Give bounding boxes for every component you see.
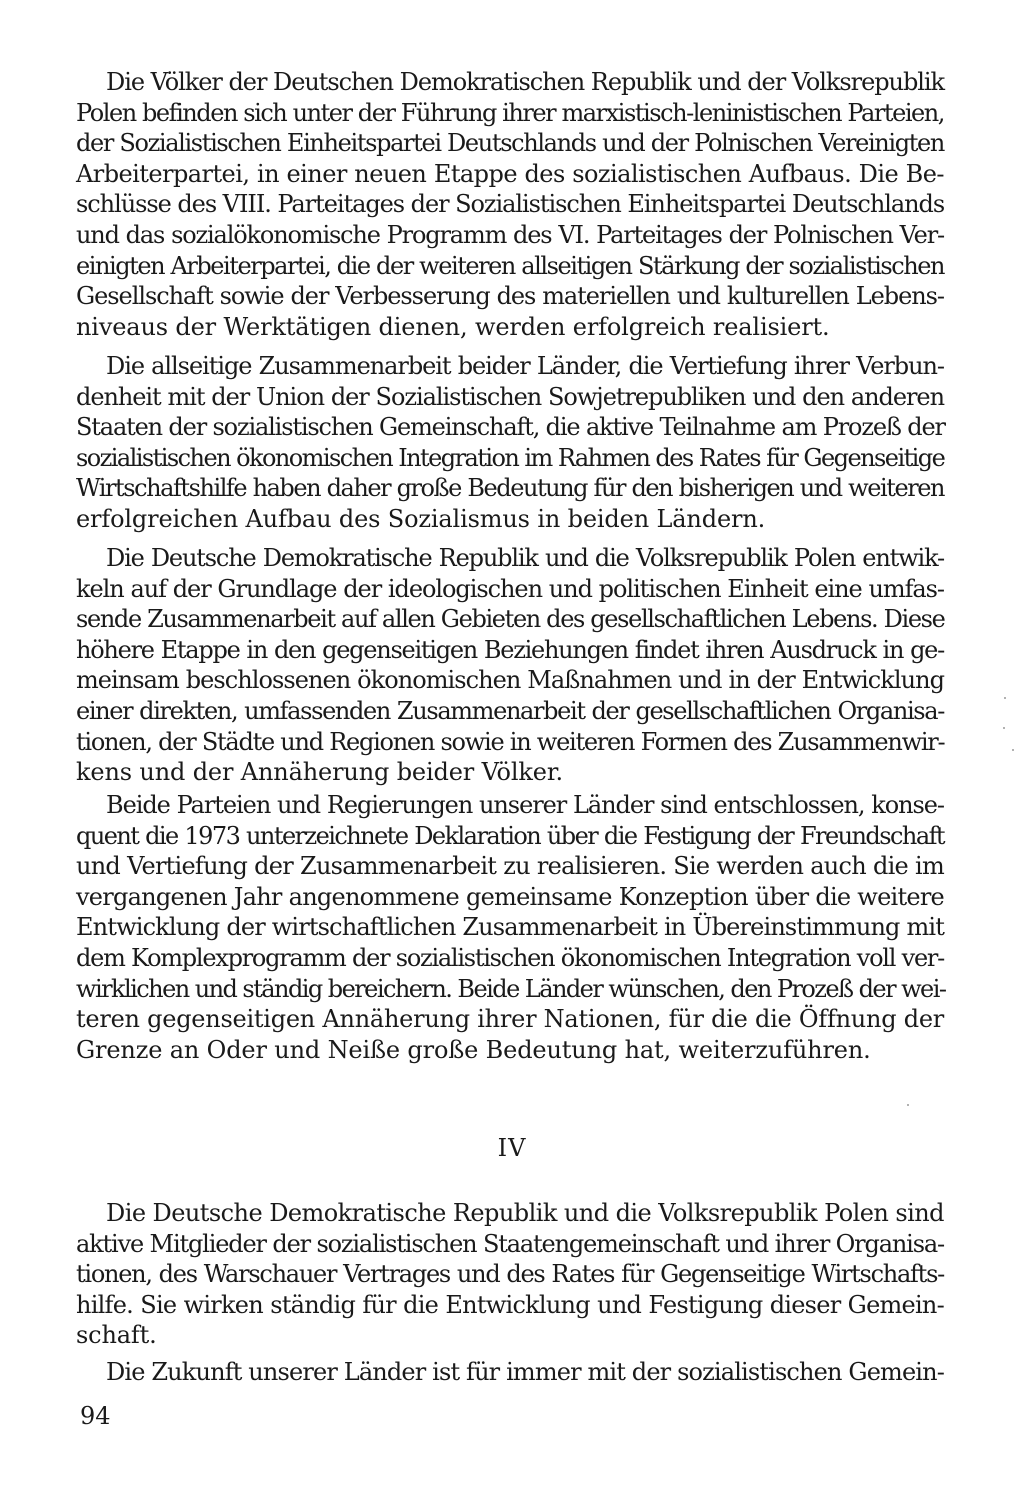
text-line: höhere Etappe in den gegenseitigen Beziehungen findet ihren Ausdruck in ge- — [76, 635, 944, 664]
text-line: einer direkten, umfassenden Zusammenarbeit der gesellschaftlichen Organisa- — [76, 696, 944, 725]
text-line: aktive Mitglieder der sozialistischen Staatengemeinschaft und ihrer Organisa- — [76, 1229, 944, 1258]
text-line: keln auf der Grundlage der ideologischen und politischen Einheit eine umfas- — [76, 574, 944, 603]
text-line: tionen, der Städte und Regionen sowie in weiteren Formen des Zusammenwir- — [76, 727, 945, 756]
page-number: 94 — [80, 1402, 111, 1430]
scan-speck — [1004, 697, 1006, 699]
text-line: kens und der Annäherung beider Völker. — [76, 758, 563, 787]
text-line: teren gegenseitigen Annäherung ihrer Nationen, für die die Öffnung der — [76, 1005, 944, 1034]
text-line: und das sozialökonomische Programm des VI. Parteitages der Polnischen Ver- — [76, 220, 944, 249]
text-line: Wirtschaftshilfe haben daher große Bedeutung für den bisherigen und weiteren — [76, 474, 944, 503]
text-line: vergangenen Jahr angenommene gemeinsame Konzeption über die weitere — [76, 882, 944, 911]
paragraph-5 — [76, 1198, 944, 1351]
text-line: Die Völker der Deutschen Demokratischen Republik und der Volksrepublik — [106, 68, 944, 96]
text-line: Die Deutsche Demokratische Republik und die Volksrepublik Polen sind — [106, 1199, 944, 1227]
text-line: Arbeiterpartei, in einer neuen Etappe des sozialistischen Aufbaus. Die Be- — [76, 159, 944, 188]
text-line: Grenze an Oder und Neiße große Bedeutung hat, weiterzuführen. — [76, 1035, 871, 1064]
text-line: Die Deutsche Demokratische Republik und die Volksrepublik Polen entwik- — [106, 544, 944, 572]
text-line: denheit mit der Union der Sozialistischen Sowjetrepubliken und den anderen — [76, 382, 944, 411]
text-line: Die allseitige Zusammenarbeit beider Länder, die Vertiefung ihrer Verbun- — [106, 352, 944, 380]
text-line: Staaten der sozialistischen Gemeinschaft, die aktive Teilnahme am Prozeß der — [76, 413, 945, 442]
text-line: Polen befinden sich unter der Führung ihrer marxistisch-leninistischen Parteien, — [76, 98, 944, 127]
text-line: Die Zukunft unserer Länder ist für immer mit der sozialistischen Gemein- — [106, 1358, 944, 1386]
paragraph-2 — [76, 351, 944, 535]
text-line: Entwicklung der wirtschaftlichen Zusammenarbeit in Übereinstimmung mit — [76, 913, 944, 942]
text-line: hilfe. Sie wirken ständig für die Entwicklung und Festigung dieser Gemein- — [76, 1290, 944, 1319]
text-line: Beide Parteien und Regierungen unserer Länder sind entschlossen, konse- — [106, 791, 944, 819]
text-line: meinsam beschlossenen ökonomischen Maßnahmen und in der Entwicklung — [76, 666, 944, 695]
scan-speck — [1012, 749, 1014, 751]
paragraph-1 — [76, 67, 944, 342]
text-line: wirklichen und ständig bereichern. Beide Länder wünschen, den Prozeß der wei- — [76, 974, 946, 1003]
text-line: Gesellschaft sowie der Verbesserung des materiellen und kulturellen Lebens- — [76, 282, 944, 311]
scan-speck — [907, 1104, 909, 1106]
text-line: einigten Arbeiterpartei, die der weiteren allseitigen Stärkung der sozialistischen — [76, 251, 944, 280]
text-line: quent die 1973 unterzeichnete Deklaration über die Festigung der Freundschaft — [76, 821, 944, 850]
text-line: schlüsse des VIII. Parteitages der Sozialistischen Einheitspartei Deutschlands — [76, 190, 945, 219]
text-line: niveaus der Werktätigen dienen, werden erfolgreich realisiert. — [76, 312, 830, 341]
scan-speck — [1003, 727, 1005, 729]
text-line: sozialistischen ökonomischen Integration im Rahmen des Rates für Gegenseitige — [76, 443, 945, 472]
text-line: dem Komplexprogramm der sozialistischen ökonomischen Integration voll ver- — [76, 943, 944, 972]
text-line: erfolgreichen Aufbau des Sozialismus in beiden Ländern. — [76, 504, 766, 533]
text-line: und Vertiefung der Zusammenarbeit zu realisieren. Sie werden auch die im — [76, 852, 944, 881]
text-line: schaft. — [76, 1321, 157, 1350]
text-line: sende Zusammenarbeit auf allen Gebieten des gesellschaftlichen Lebens. Diese — [76, 605, 945, 634]
text-line: der Sozialistischen Einheitspartei Deutschlands und der Polnischen Vereinigten — [76, 129, 944, 158]
paragraph-4 — [76, 790, 944, 1065]
text-line: tionen, des Warschauer Vertrages und des Rates für Gegenseitige Wirtschafts- — [76, 1260, 944, 1289]
paragraph-3 — [76, 543, 944, 788]
paragraph-6 — [76, 1357, 944, 1388]
section-heading: IV — [497, 1134, 527, 1162]
